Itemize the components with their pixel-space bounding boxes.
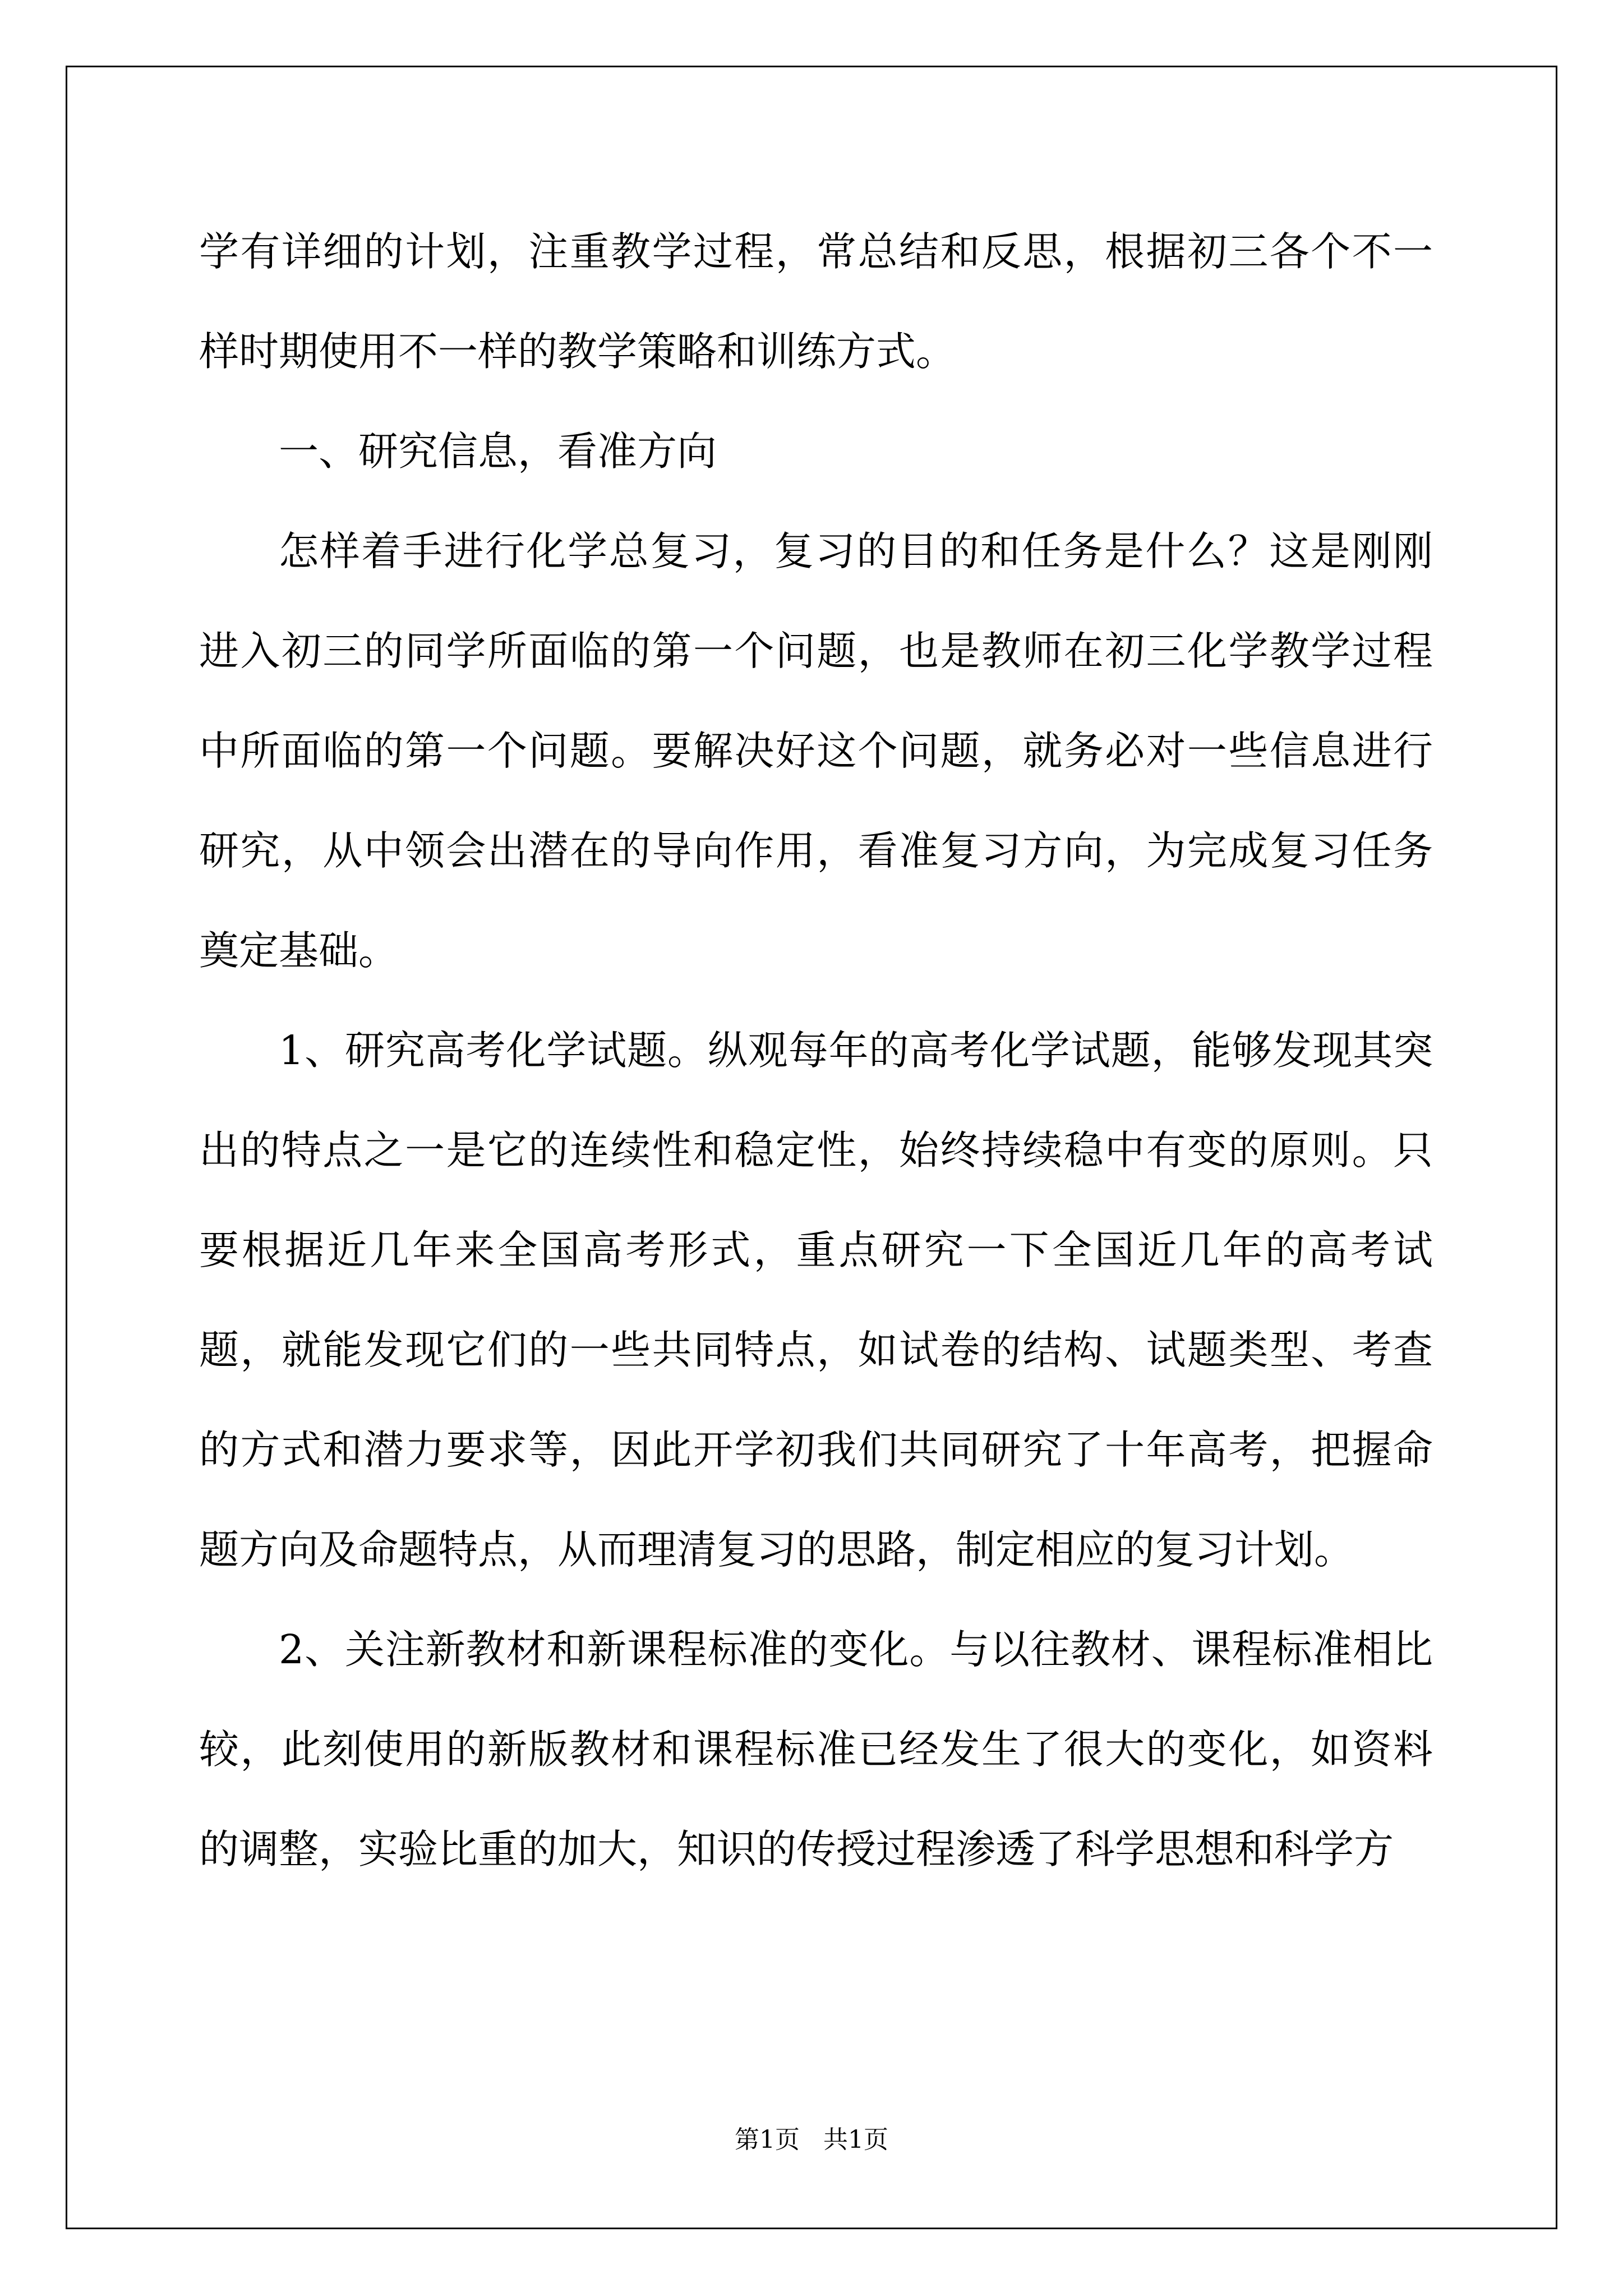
paragraph-4: 2、关注新教材和新课程标准的变化。与以往教材、课程标准相比较，此刻使用的新版教材和课程标准已经发生了很大的变化，如资料的调整，实验比重的加大，知识的传授过程渗透了科学思想和科学方	[199, 1626, 1433, 1872]
paragraph-3: 1、研究高考化学试题。纵观每年的高考化学试题，能够发现其突出的特点之一是它的连续性和稳定性，始终持续稳中有变的原则。只要根据近几年来全国高考形式，重点研究一下全国近几年的高考试题，就能发现它们的一些共同特点，如试卷的结构、试题类型、考查的方式和潜力要求等，因此开学初我们共同研究了十年高考，把握命题方向及命题特点，从而理清复习的思路，制定相应的复习计划。	[199, 1027, 1433, 1573]
paragraph-2: 怎样着手进行化学总复习，复习的目的和任务是什么？这是刚刚进入初三的同学所面临的第一个问题，也是教师在初三化学教学过程中所面临的第一个问题。要解决好这个问题，就务必对一些信息进行研究，从中领会出潜在的导向作用，看准复习方向，为完成复习任务奠定基础。	[199, 528, 1433, 974]
page-footer: 第1页 共1页	[735, 2125, 888, 2154]
section-heading: 一、研究信息，看准方向	[279, 428, 717, 475]
document-body	[199, 202, 1433, 1899]
paragraph-1: 学有详细的计划，注重教学过程，常总结和反思，根据初三各个不一样时期使用不一样的教学策略和训练方式。	[199, 228, 1433, 375]
